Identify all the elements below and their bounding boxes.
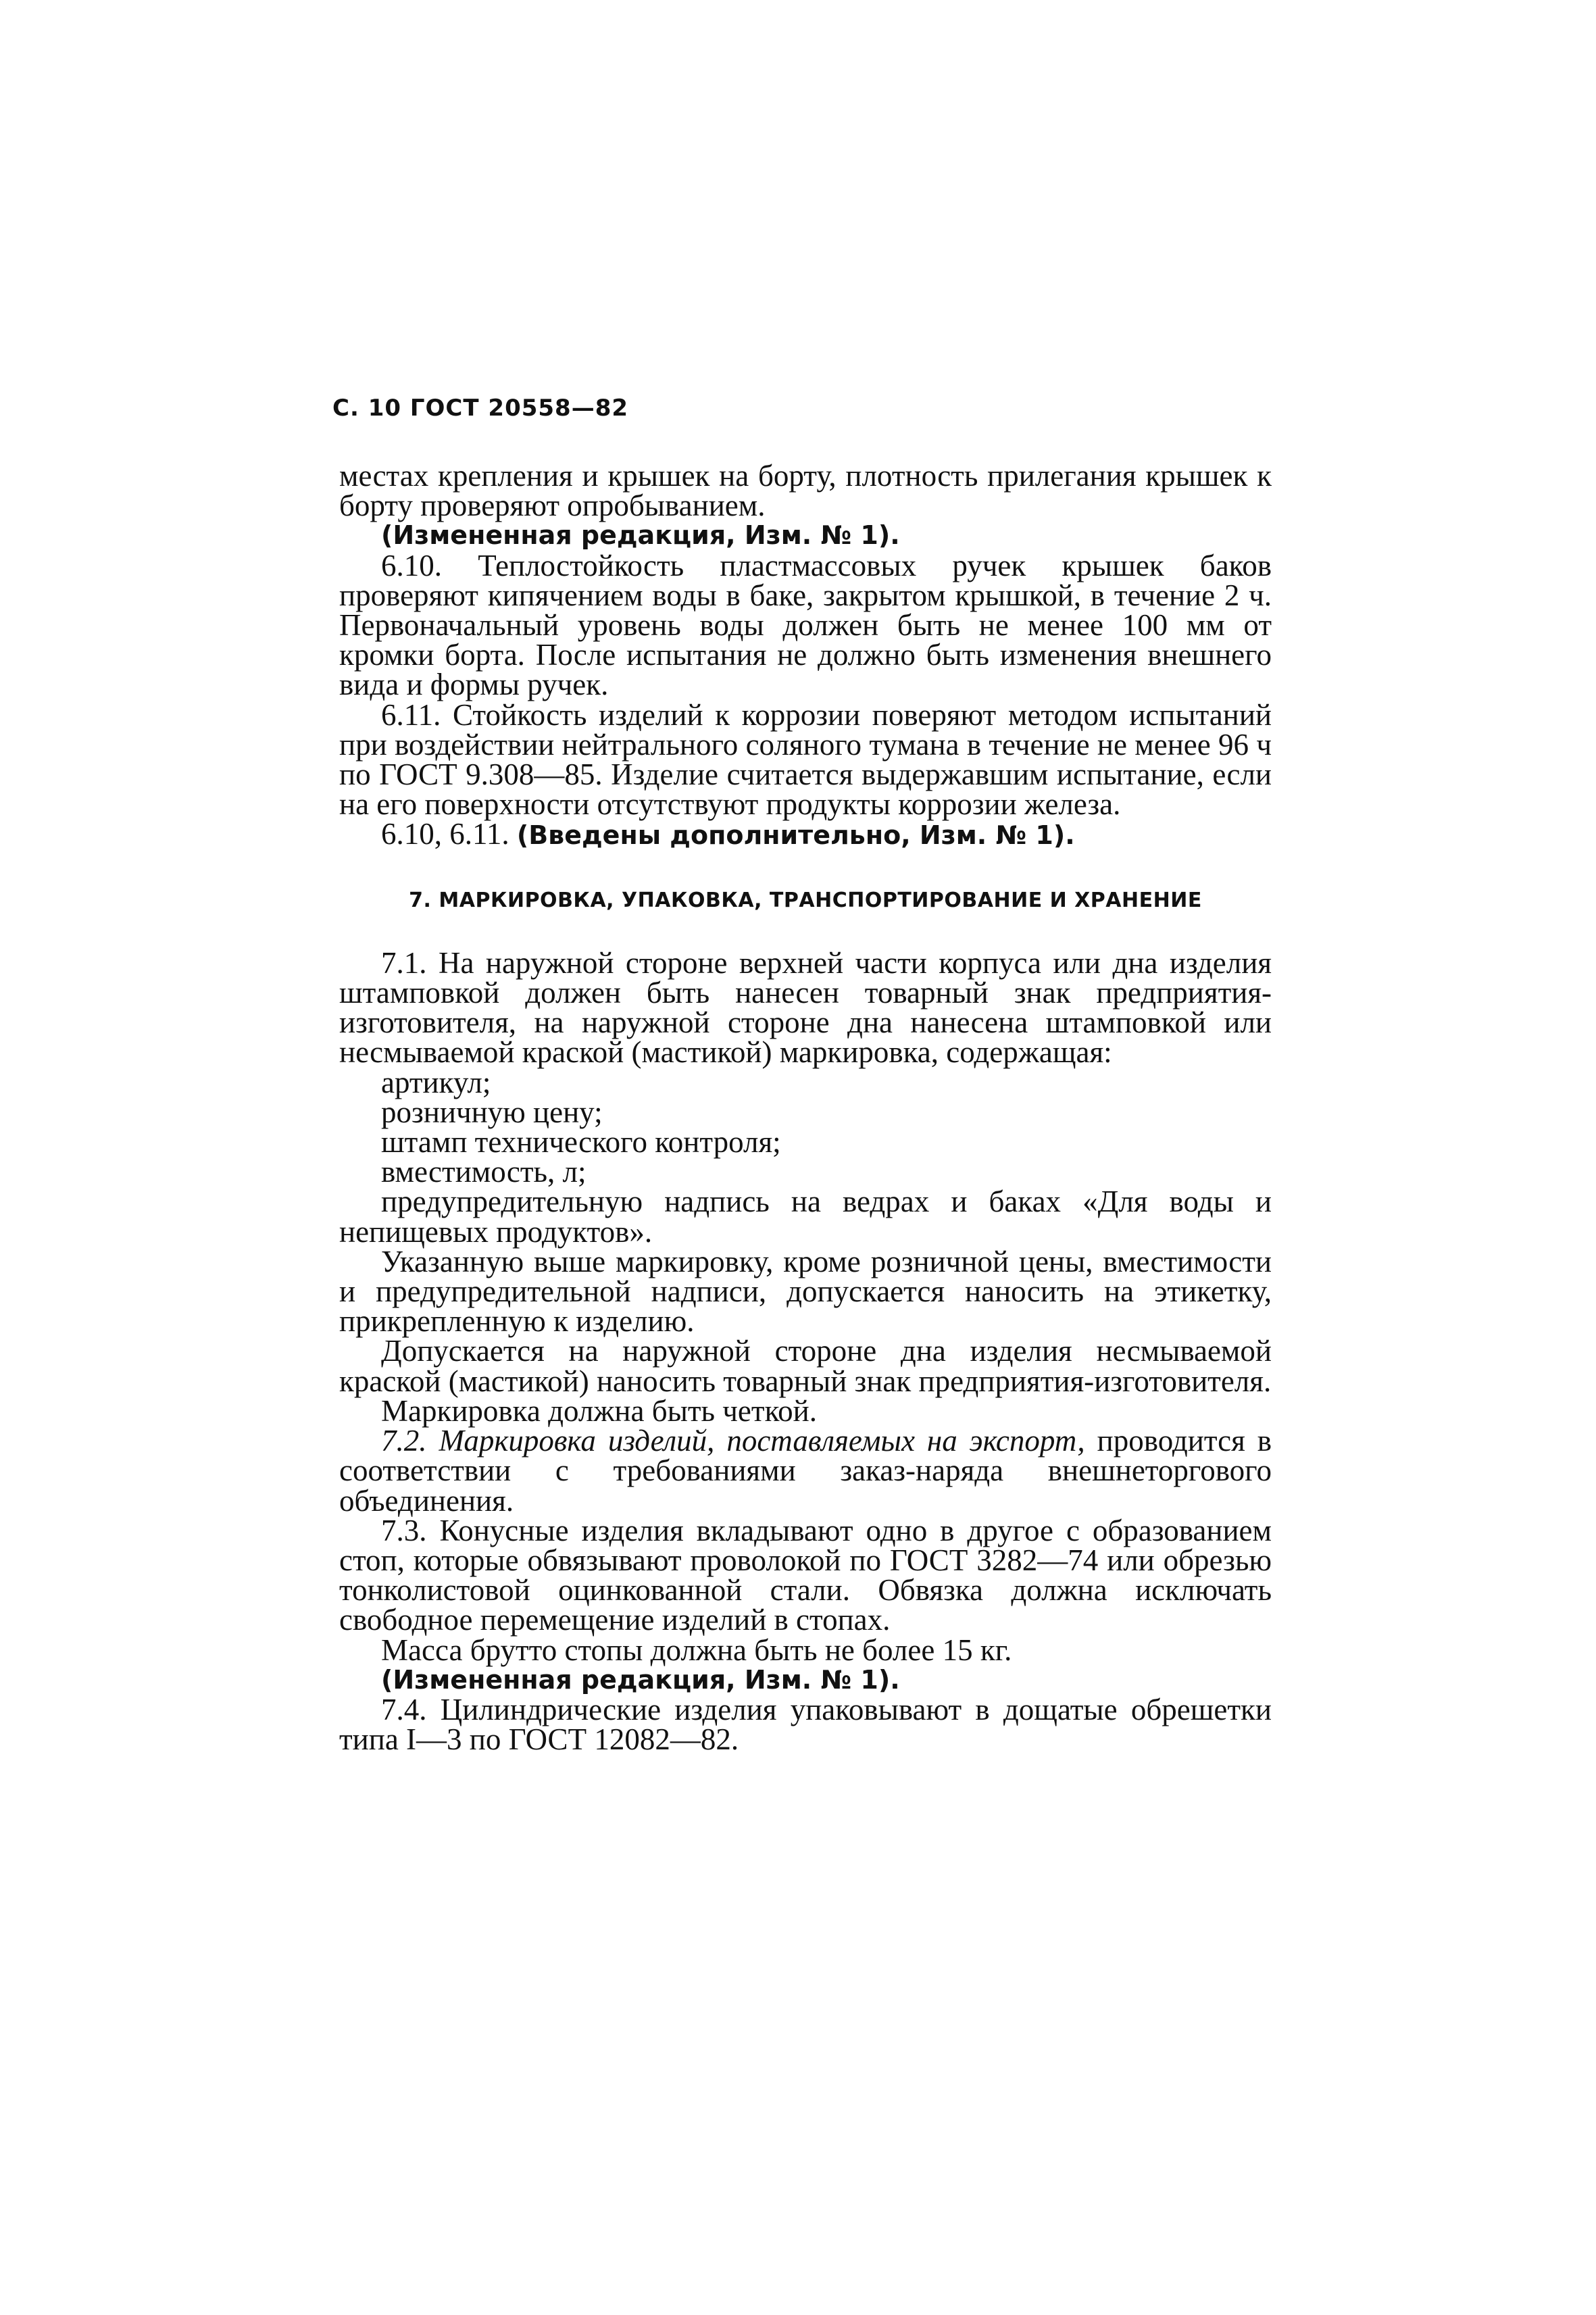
clause-7-2 [339, 1426, 1272, 1516]
clause-7-3-text: 7.3. Конусные изделия вкладывают одно в другое с образованием стоп, которые обвязывают проволокой по ГОСТ 3282—74 [339, 1513, 1272, 1577]
paragraph-label-note: Указанную выше маркировку, кроме розничной цены, вместимости и предупредительной надписи, допускается наносить на этикетку, прикрепленную к изделию. [339, 1244, 1272, 1339]
paragraph-continuation: местах крепления и крышек на борту, плотность прилегания крышек к борту проверяют опробыванием. [339, 459, 1272, 523]
page-header: С. 10 ГОСТ 20558—82 [332, 395, 629, 422]
paragraph-trademark-note: Допускается на наружной стороне дна изделия несмываемой краской (мастикой) наносить товарный знак предприятия-изготовителя. [339, 1334, 1272, 1398]
clause-7-3 [339, 1513, 1272, 1637]
section-7-heading: 7. МАРКИРОВКА, УПАКОВКА, ТРАНСПОРТИРОВАНИЕ И ХРАНЕНИЕ [409, 888, 1202, 912]
amendment-note-2: (Измененная редакция, Изм. № 1). [381, 1664, 900, 1695]
clause-7-3-emphasis: или обрезью тонколистовой оцинкованной стали. Обвязка должна исключать свободное перемещение изделий в стопах. [339, 1543, 1272, 1637]
amendment-note-1: (Измененная редакция, Изм. № 1). [381, 520, 900, 551]
paragraph-mass-limit: Масса брутто стопы должна быть не более 15 кг. [381, 1633, 1012, 1667]
marking-list-item: розничную цену; [381, 1095, 603, 1129]
marking-list-item: предупредительную надпись на ведрах и баках «Для воды и непищевых продуктов». [339, 1185, 1272, 1249]
clause-7-1: 7.1. На наружной стороне верхней части корпуса или дна изделия штамповкой должен быть нанесен товарный знак предприятия-изготовителя, на наружной стороне дна нанесена штамповкой или несмываемой краской (мастикой) маркировка, содержащая: [339, 945, 1272, 1070]
paragraph-clear-marking: Маркировка должна быть четкой. [381, 1393, 817, 1428]
marking-list-item: артикул; [381, 1065, 491, 1099]
clause-7-4: 7.4. Цилиндрические изделия упаковывают в дощатые обрешетки типа I—3 по ГОСТ 12082—82. [339, 1692, 1272, 1757]
clause-7-2-rest: проводится в соответствии с требованиями заказ-наряда внешнеторгового объединения. [339, 1424, 1272, 1518]
marking-list-item: вместимость, л; [381, 1155, 587, 1189]
marking-list-item: штамп технического контроля; [381, 1125, 781, 1160]
document-body [339, 459, 1272, 1757]
amendment-note-clause-refs: 6.10, 6.11. [381, 817, 509, 851]
clause-6-10: 6.10. Теплостойкость пластмассовых ручек крышек баков проверяют кипячением воды в баке, закрытом крышкой, в течение 2 ч. Первоначальный уровень воды должен быть не менее 100 мм от кромки борта. После испытания не должно быть изменения внешнего вида и формы ручек. [339, 548, 1272, 702]
amendment-note-added: (Введены дополнительно, Изм. № 1). [516, 820, 1075, 851]
amendment-note-6-10-6-11 [339, 819, 1272, 850]
clause-6-11: 6.11. Стойкость изделий к коррозии поверяют методом испытаний при воздействии нейтрального соляного тумана в течение не менее 96 ч по ГОСТ 9.308—85. Изделие считается выдержавшим испытание, если на его поверхности отсутствуют продукты коррозии железа. [339, 697, 1272, 822]
clause-7-2-italic-lead: 7.2. Маркировка изделий, поставляемых на экспорт, [381, 1424, 1085, 1458]
